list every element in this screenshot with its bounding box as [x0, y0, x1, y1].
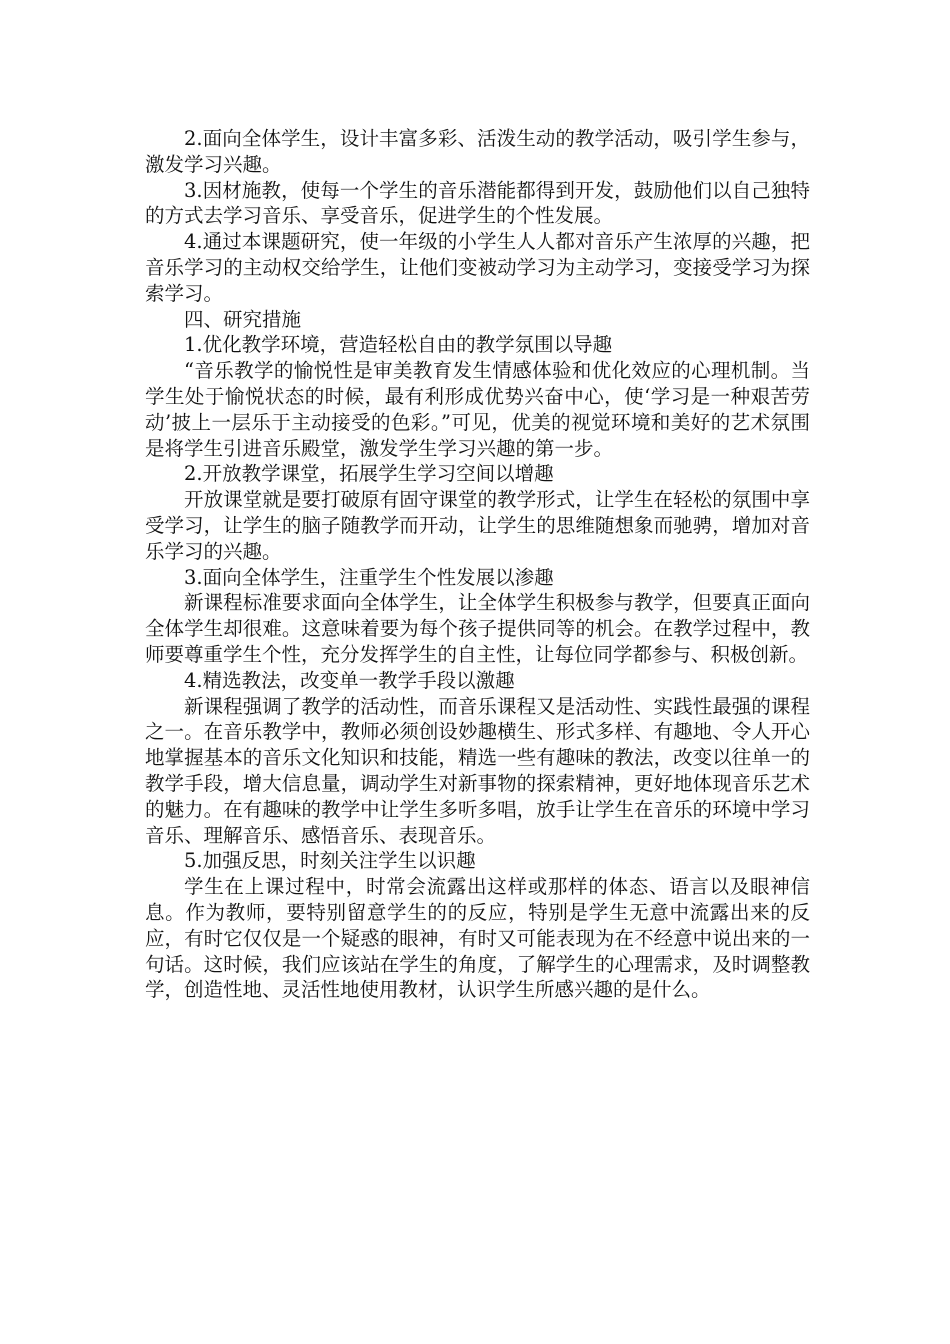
document-body — [145, 126, 810, 1003]
paragraph-goal-2: 2.面向全体学生，设计丰富多彩、活泼生动的教学活动，吸引学生参与，激发学习兴趣。 — [145, 127, 810, 176]
subheading-measure-5: 5.加强反思，时刻关注学生以识趣 — [184, 849, 476, 873]
subheading-measure-1: 1.优化教学环境，营造轻松自由的教学氛围以导趣 — [184, 333, 613, 357]
section-heading-measures: 四、研究措施 — [184, 307, 302, 331]
subheading-measure-3: 3.面向全体学生，注重学生个性发展以渗趣 — [184, 565, 554, 589]
paragraph-measure-3: 新课程标准要求面向全体学生，让全体学生积极参与教学，但要真正面向全体学生却很难。这意味着要为每个孩子提供同等的机会。在教学过程中，教师要尊重学生个性，充分发挥学生的自主性，让每位同学都参与、积极创新。 — [145, 591, 810, 666]
paragraph-measure-4: 新课程强调了教学的活动性，而音乐课程又是活动性、实践性最强的课程之一。在音乐教学中，教师必须创设妙趣横生、形式多样、有趣地、令人开心地掌握基本的音乐文化知识和技能，精选一些有趣味的教法，改变以往单一的教学手段，增大信息量，调动学生对新事物的探索精神，更好地体现音乐艺术的魅力。在有趣味的教学中让学生多听多唱，放手让学生在音乐的环境中学习音乐、理解音乐、感悟音乐、表现音乐。 — [145, 694, 810, 847]
paragraph-goal-3: 3.因材施教，使每一个学生的音乐潜能都得到开发，鼓励他们以自己独特的方式去学习音乐、享受音乐，促进学生的个性发展。 — [145, 178, 810, 228]
paragraph-measure-2: 开放课堂就是要打破原有固守课堂的教学形式，让学生在轻松的氛围中享受学习，让学生的脑子随教学而开动，让学生的思维随想象而驰骋，增加对音乐学习的兴趣。 — [145, 488, 810, 563]
paragraph-measure-5: 学生在上课过程中，时常会流露出这样或那样的体态、语言以及眼神信息。作为教师，要特别留意学生的的反应，特别是学生无意中流露出来的反应，有时它仅仅是一个疑惑的眼神，有时又可能表现为在不经意中说出来的一句话。这时候，我们应该站在学生的角度，了解学生的心理需求，及时调整教学，创造性地、灵活性地使用教材，认识学生所感兴趣的是什么。 — [145, 875, 810, 1002]
subheading-measure-4: 4.精选教法，改变单一教学手段以激趣 — [184, 668, 515, 692]
paragraph-goal-4: 4.通过本课题研究，使一年级的小学生人人都对音乐产生浓厚的兴趣，把音乐学习的主动权交给学生，让他们变被动学习为主动学习，变接受学习为探索学习。 — [145, 230, 810, 305]
paragraph-measure-1: “音乐教学的愉悦性是审美教育发生情感体验和优化效应的心理机制。当学生处于愉悦状态的时候，最有利形成优势兴奋中心，使‘学习是一种艰苦劳动’披上一层乐于主动接受的色彩。”可见，优美的视觉环境和美好的艺术氛围是将学生引进音乐殿堂，激发学生学习兴趣的第一步。 — [145, 359, 810, 460]
subheading-measure-2: 2.开放教学课堂，拓展学生学习空间以增趣 — [184, 462, 554, 486]
